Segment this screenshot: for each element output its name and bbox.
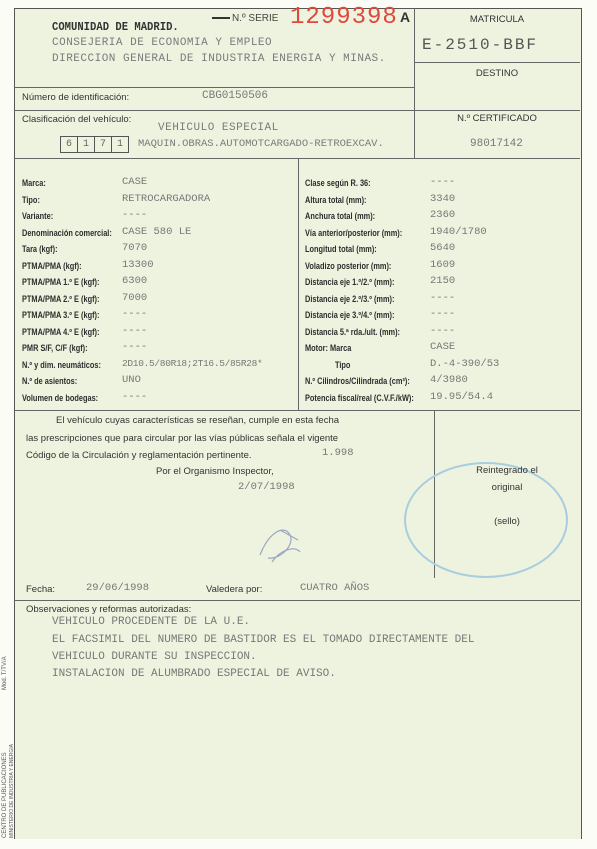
classification-line1: VEHICULO ESPECIAL <box>158 122 279 134</box>
destino-label: DESTINO <box>475 68 519 79</box>
field-value: 2D10.5/80R18;2T16.5/85R28* <box>122 357 263 369</box>
field-label: Clase según R. 36: <box>305 178 371 188</box>
field-label: Potencia fiscal/real (C.V.F./kW): <box>305 392 414 403</box>
certificate-value: 98017142 <box>470 138 523 150</box>
field-label: N.º de asientos: <box>22 376 78 386</box>
field-label: Vía anterior/posterior (mm): <box>305 227 403 238</box>
divider <box>414 8 415 158</box>
field-value: 1940/1780 <box>430 225 487 238</box>
classification-code: 1 <box>78 136 95 153</box>
field-value: UNO <box>122 374 141 386</box>
field-label: N.º y dim. neumáticos: <box>22 359 101 370</box>
classification-code: 6 <box>60 136 78 153</box>
field-label: PMR S/F, C/F (kgf): <box>22 343 88 353</box>
field-value: ---- <box>122 390 148 403</box>
declaration-year: 1.998 <box>322 447 354 459</box>
field-value: ---- <box>122 308 148 320</box>
sello-label: (sello) <box>494 516 520 527</box>
divider <box>14 158 580 159</box>
declaration-line2: las prescripciones que para circular por las vías públicas señala el vigente <box>26 433 339 444</box>
field-label: Distancia 5.ª rda./ult. (mm): <box>305 326 401 337</box>
printer-ministry: MINISTERIO DE INDUSTRIA Y ENERGIA <box>9 744 15 838</box>
field-value: 13300 <box>122 258 154 271</box>
field-label: PTMA/PMA (kgf): <box>22 260 82 271</box>
classification-label: Clasificación del vehículo: <box>22 114 132 125</box>
field-label: PTMA/PMA 1.º E (kgf): <box>22 277 100 287</box>
field-label: Altura total (mm): <box>305 194 367 205</box>
field-label: Motor: Marca <box>305 343 352 353</box>
field-value: ---- <box>430 176 456 188</box>
field-label: PTMA/PMA 3.º E (kgf): <box>22 310 100 320</box>
field-value: CASE 580 LE <box>122 225 192 238</box>
observation-line: VEHICULO PROCEDENTE DE LA U.E. <box>52 616 251 628</box>
community-title: COMUNIDAD DE MADRID. <box>52 20 179 34</box>
identification-label: Número de identificación: <box>22 92 130 103</box>
observation-line: INSTALACION DE ALUMBRADO ESPECIAL DE AVISO. <box>52 668 336 680</box>
matricula-label: MATRICULA <box>469 14 525 25</box>
valedera-label: Valedera por: <box>206 584 263 595</box>
certificate-label: N.º CERTIFICADO <box>457 113 537 124</box>
field-value: CASE <box>122 176 148 188</box>
field-label: Tipo: <box>22 194 40 205</box>
serial-label: N.º SERIE <box>212 13 278 24</box>
field-value: 1609 <box>430 258 456 271</box>
classification-code: 7 <box>95 136 112 153</box>
field-label: Anchura total (mm): <box>305 211 376 221</box>
matricula-value: E-2510-BBF <box>422 36 539 54</box>
field-label: Tipo <box>335 359 351 370</box>
divider <box>14 110 580 111</box>
field-label: Marca: <box>22 178 46 188</box>
field-value: ---- <box>122 209 148 221</box>
field-value: ---- <box>430 308 456 320</box>
identification-value: CBG0150506 <box>202 90 269 102</box>
divider <box>298 158 299 410</box>
field-value: 6300 <box>122 275 148 287</box>
field-value: ---- <box>430 291 456 304</box>
field-label: Tara (kgf): <box>22 244 58 254</box>
field-label: Distancia eje 3.º/4.º (mm): <box>305 310 395 320</box>
declaration-line1: El vehículo cuyas características se reseñan, cumple en esta fecha <box>56 415 340 426</box>
fecha-value: 29/06/1998 <box>86 582 150 594</box>
field-label: PTMA/PMA 4.º E (kgf): <box>22 326 100 337</box>
inspector-date: 2/07/1998 <box>238 481 295 493</box>
field-value: ---- <box>122 341 148 353</box>
field-value: RETROCARGADORA <box>122 192 211 205</box>
declaration-line3: Código de la Circulación y reglamentación pertinente. <box>26 450 252 461</box>
field-value: 19.95/54.4 <box>430 390 494 403</box>
field-value: 7070 <box>122 242 148 254</box>
field-value: 2360 <box>430 209 456 221</box>
field-value: 4/3980 <box>430 374 468 386</box>
observation-line: EL FACSIMIL DEL NUMERO DE BASTIDOR ES EL TOMADO DIRECTAMENTE DEL <box>52 634 475 646</box>
observations-label: Observaciones y reformas autorizadas: <box>26 604 192 615</box>
divider <box>14 87 414 88</box>
field-value: 5640 <box>430 242 456 254</box>
classification-code: 1 <box>112 136 129 153</box>
field-value: ---- <box>430 324 456 337</box>
classification-code-boxes <box>60 136 129 153</box>
field-value: 2150 <box>430 275 456 287</box>
field-label: PTMA/PMA 2.º E (kgf): <box>22 293 100 304</box>
reintegrado-label: Reintegrado el <box>476 465 538 476</box>
serial-number: 1299398 <box>290 4 398 31</box>
valedera-value: CUATRO AÑOS <box>300 582 370 594</box>
serial-suffix: A <box>400 9 411 25</box>
classification-line2: MAQUIN.OBRAS.AUTOMOTCARGADO-RETROEXCAV. <box>138 138 384 150</box>
observation-line: VEHICULO DURANTE SU INSPECCION. <box>52 651 257 663</box>
field-value: 7000 <box>122 291 148 304</box>
field-label: Distancia eje 1.º/2.º (mm): <box>305 277 395 287</box>
field-value: 3340 <box>430 192 456 205</box>
field-label: Longitud total (mm): <box>305 244 377 254</box>
fecha-label: Fecha: <box>26 584 56 595</box>
divider <box>414 62 580 63</box>
inspector-label: Por el Organismo Inspector, <box>156 466 274 477</box>
divider <box>14 410 580 411</box>
form-model-code: Mod. T/TV/A <box>2 656 8 690</box>
field-label: N.º Cilindros/Cilindrada (cm³): <box>305 376 410 386</box>
field-value: ---- <box>122 324 148 337</box>
reintegrado-original: original <box>491 482 523 493</box>
directorate-name: DIRECCION GENERAL DE INDUSTRIA ENERGIA Y MINAS. <box>52 53 386 65</box>
field-label: Distancia eje 2.º/3.º (mm): <box>305 293 395 304</box>
field-value: D.-4-390/53 <box>430 357 500 370</box>
divider <box>14 600 580 601</box>
field-label: Volumen de bodegas: <box>22 392 99 403</box>
field-value: CASE <box>430 341 456 353</box>
department-name: CONSEJERIA DE ECONOMIA Y EMPLEO <box>52 37 273 49</box>
signature-icon <box>250 510 310 570</box>
field-label: Voladizo posterior (mm): <box>305 260 392 271</box>
field-label: Variante: <box>22 211 54 221</box>
printer-name: CENTRO DE PUBLICACIONES <box>2 752 8 838</box>
field-label: Denominación comercial: <box>22 227 112 238</box>
